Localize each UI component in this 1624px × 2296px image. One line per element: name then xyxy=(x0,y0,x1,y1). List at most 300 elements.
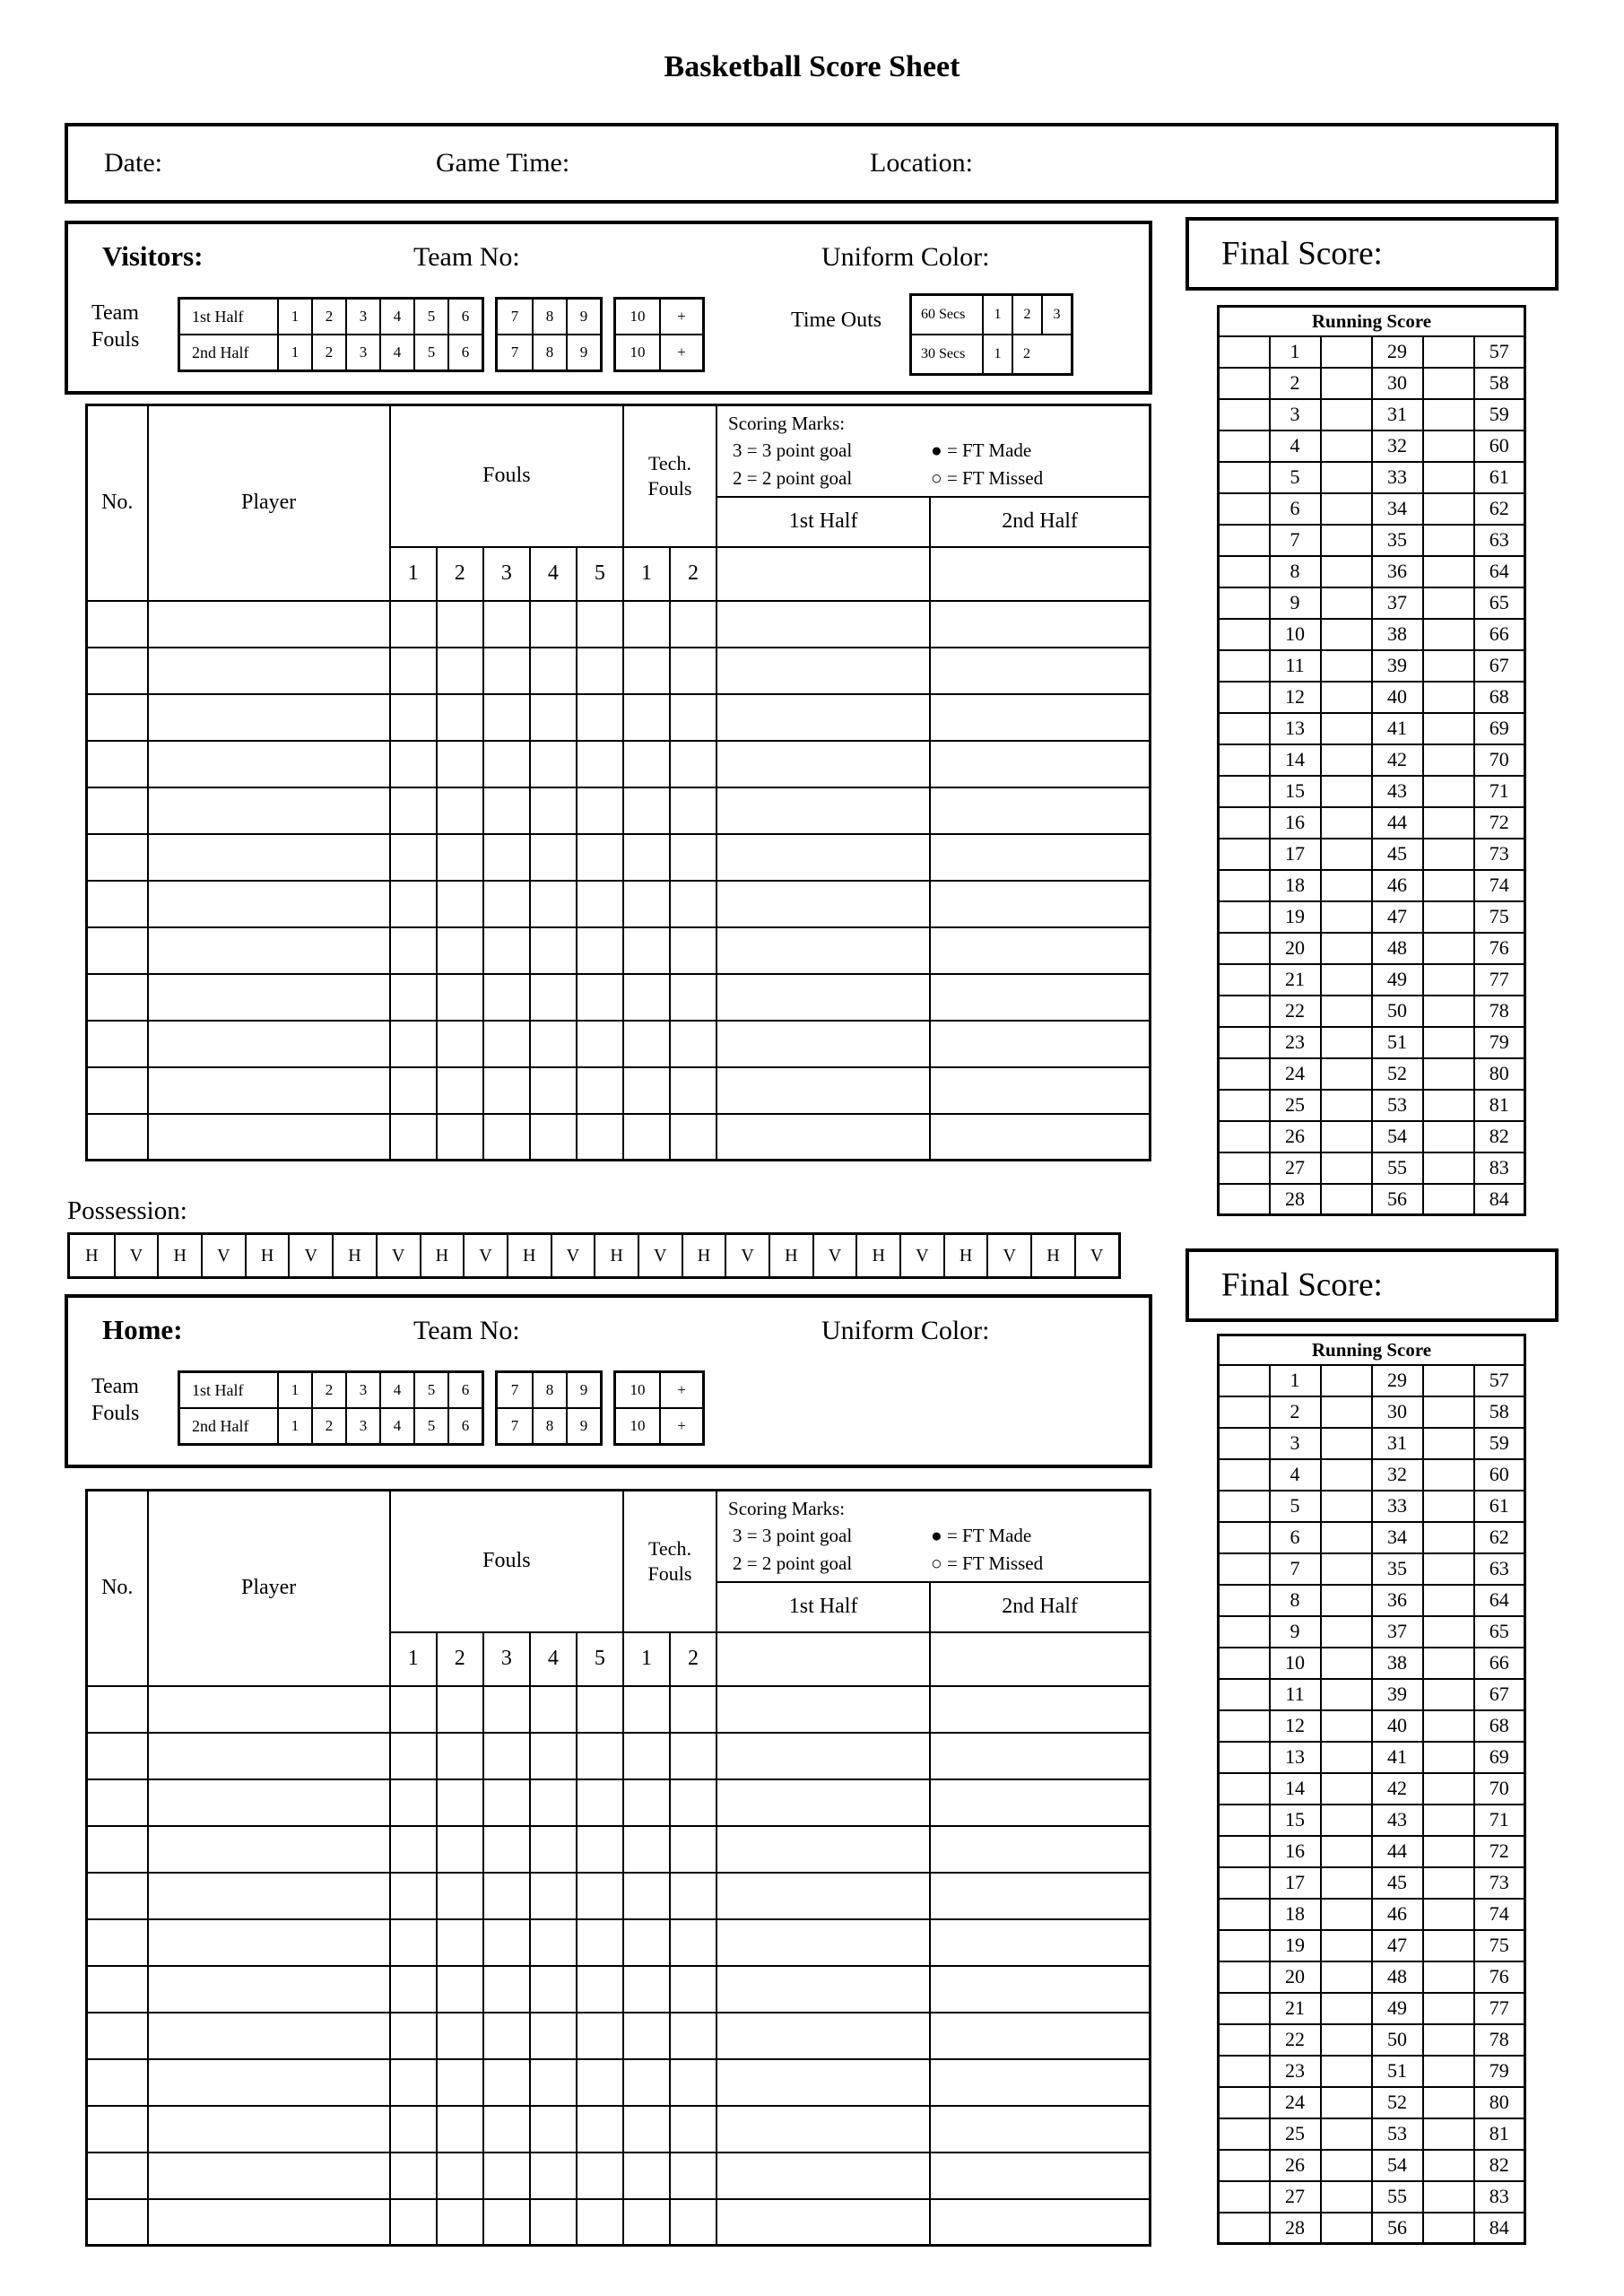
second-half-score-cell[interactable] xyxy=(930,2199,1150,2246)
running-score-mark-cell[interactable] xyxy=(1219,682,1270,713)
running-score-mark-cell[interactable] xyxy=(1219,1553,1270,1585)
running-score-mark-cell[interactable] xyxy=(1423,525,1474,556)
running-score-number-cell[interactable]: 69 xyxy=(1474,1742,1525,1773)
running-score-mark-cell[interactable] xyxy=(1423,1365,1474,1396)
tech-foul-mark-cell[interactable] xyxy=(623,974,670,1021)
running-score-mark-cell[interactable] xyxy=(1219,1648,1270,1679)
running-score-number-cell[interactable]: 50 xyxy=(1372,996,1423,1027)
foul-mark-cell[interactable] xyxy=(390,1114,437,1161)
running-score-number-cell[interactable]: 68 xyxy=(1474,1710,1525,1742)
running-score-number-cell[interactable]: 19 xyxy=(1270,901,1321,933)
first-half-score-cell[interactable] xyxy=(716,1826,930,1873)
running-score-number-cell[interactable]: 12 xyxy=(1270,1710,1321,1742)
running-score-number-cell[interactable]: 67 xyxy=(1474,1679,1525,1710)
running-score-mark-cell[interactable] xyxy=(1219,1899,1270,1930)
running-score-mark-cell[interactable] xyxy=(1219,1961,1270,1993)
foul-mark-cell[interactable] xyxy=(390,1966,437,2013)
running-score-mark-cell[interactable] xyxy=(1219,399,1270,430)
foul-mark-cell[interactable] xyxy=(437,1067,483,1114)
running-score-mark-cell[interactable] xyxy=(1321,1867,1372,1899)
running-score-number-cell[interactable]: 65 xyxy=(1474,587,1525,619)
running-score-mark-cell[interactable] xyxy=(1423,1585,1474,1616)
team-foul-number-cell[interactable]: 3 xyxy=(345,1409,379,1443)
foul-mark-cell[interactable] xyxy=(530,1067,577,1114)
second-half-score-cell[interactable] xyxy=(930,694,1150,741)
first-half-score-cell[interactable] xyxy=(716,648,930,694)
foul-mark-cell[interactable] xyxy=(437,1114,483,1161)
running-score-number-cell[interactable]: 57 xyxy=(1474,336,1525,368)
running-score-number-cell[interactable]: 33 xyxy=(1372,1491,1423,1522)
player-no-cell[interactable] xyxy=(87,741,148,787)
tech-foul-mark-cell[interactable] xyxy=(623,1021,670,1067)
tech-foul-mark-cell[interactable] xyxy=(623,2106,670,2152)
running-score-mark-cell[interactable] xyxy=(1321,1428,1372,1459)
running-score-mark-cell[interactable] xyxy=(1423,462,1474,493)
running-score-number-cell[interactable]: 37 xyxy=(1372,587,1423,619)
running-score-number-cell[interactable]: 4 xyxy=(1270,430,1321,462)
foul-mark-cell[interactable] xyxy=(390,741,437,787)
player-name-cell[interactable] xyxy=(148,1021,390,1067)
running-score-mark-cell[interactable] xyxy=(1321,996,1372,1027)
running-score-number-cell[interactable]: 27 xyxy=(1270,2181,1321,2213)
running-score-mark-cell[interactable] xyxy=(1423,713,1474,744)
running-score-mark-cell[interactable] xyxy=(1321,619,1372,650)
running-score-mark-cell[interactable] xyxy=(1423,587,1474,619)
running-score-number-cell[interactable]: 39 xyxy=(1372,1679,1423,1710)
possession-cell[interactable]: V xyxy=(376,1235,420,1276)
possession-cell[interactable]: H xyxy=(332,1235,376,1276)
running-score-number-cell[interactable]: 10 xyxy=(1270,619,1321,650)
possession-cell[interactable]: H xyxy=(594,1235,638,1276)
running-score-number-cell[interactable]: 8 xyxy=(1270,556,1321,587)
team-foul-number-cell[interactable]: + xyxy=(659,1373,702,1407)
running-score-mark-cell[interactable] xyxy=(1321,399,1372,430)
player-no-cell[interactable] xyxy=(87,1114,148,1161)
running-score-number-cell[interactable]: 73 xyxy=(1474,839,1525,870)
tech-foul-mark-cell[interactable] xyxy=(670,974,716,1021)
player-no-cell[interactable] xyxy=(87,694,148,741)
running-score-mark-cell[interactable] xyxy=(1423,556,1474,587)
running-score-mark-cell[interactable] xyxy=(1321,1553,1372,1585)
running-score-number-cell[interactable]: 20 xyxy=(1270,1961,1321,1993)
second-half-score-cell[interactable] xyxy=(930,1966,1150,2013)
running-score-number-cell[interactable]: 38 xyxy=(1372,619,1423,650)
running-score-mark-cell[interactable] xyxy=(1219,1805,1270,1836)
timeout-cell[interactable]: 2 xyxy=(1012,335,1071,373)
running-score-mark-cell[interactable] xyxy=(1219,996,1270,1027)
running-score-number-cell[interactable]: 5 xyxy=(1270,462,1321,493)
foul-mark-cell[interactable] xyxy=(390,2199,437,2246)
player-no-cell[interactable] xyxy=(87,1919,148,1966)
running-score-number-cell[interactable]: 62 xyxy=(1474,493,1525,525)
running-score-mark-cell[interactable] xyxy=(1219,1710,1270,1742)
running-score-mark-cell[interactable] xyxy=(1321,682,1372,713)
running-score-number-cell[interactable]: 75 xyxy=(1474,1930,1525,1961)
running-score-mark-cell[interactable] xyxy=(1321,1773,1372,1805)
running-score-mark-cell[interactable] xyxy=(1219,933,1270,964)
foul-mark-cell[interactable] xyxy=(577,1114,623,1161)
possession-cell[interactable]: H xyxy=(245,1235,289,1276)
running-score-number-cell[interactable]: 11 xyxy=(1270,650,1321,682)
first-half-score-cell[interactable] xyxy=(716,1021,930,1067)
first-half-score-cell[interactable] xyxy=(716,1779,930,1826)
running-score-mark-cell[interactable] xyxy=(1423,1961,1474,1993)
foul-mark-cell[interactable] xyxy=(390,927,437,974)
running-score-mark-cell[interactable] xyxy=(1219,1867,1270,1899)
running-score-mark-cell[interactable] xyxy=(1423,964,1474,996)
running-score-number-cell[interactable]: 82 xyxy=(1474,1121,1525,1152)
first-half-score-cell[interactable] xyxy=(716,834,930,881)
running-score-number-cell[interactable]: 52 xyxy=(1372,2087,1423,2118)
foul-mark-cell[interactable] xyxy=(483,1779,530,1826)
running-score-number-cell[interactable]: 79 xyxy=(1474,1027,1525,1058)
running-score-number-cell[interactable]: 9 xyxy=(1270,1616,1321,1648)
tech-foul-mark-cell[interactable] xyxy=(623,787,670,834)
foul-mark-cell[interactable] xyxy=(437,2152,483,2199)
running-score-mark-cell[interactable] xyxy=(1219,1616,1270,1648)
running-score-mark-cell[interactable] xyxy=(1321,776,1372,807)
running-score-mark-cell[interactable] xyxy=(1219,1428,1270,1459)
running-score-number-cell[interactable]: 16 xyxy=(1270,807,1321,839)
second-half-score-cell[interactable] xyxy=(930,881,1150,927)
running-score-mark-cell[interactable] xyxy=(1321,1058,1372,1090)
foul-mark-cell[interactable] xyxy=(483,601,530,648)
running-score-number-cell[interactable]: 34 xyxy=(1372,493,1423,525)
team-foul-number-cell[interactable]: 9 xyxy=(566,300,600,334)
running-score-number-cell[interactable]: 76 xyxy=(1474,933,1525,964)
player-no-cell[interactable] xyxy=(87,787,148,834)
running-score-number-cell[interactable]: 34 xyxy=(1372,1522,1423,1553)
player-name-cell[interactable] xyxy=(148,1919,390,1966)
second-half-score-cell[interactable] xyxy=(930,1686,1150,1733)
running-score-number-cell[interactable]: 70 xyxy=(1474,1773,1525,1805)
foul-mark-cell[interactable] xyxy=(530,741,577,787)
foul-mark-cell[interactable] xyxy=(530,974,577,1021)
first-half-score-cell[interactable] xyxy=(716,1686,930,1733)
running-score-mark-cell[interactable] xyxy=(1423,2024,1474,2056)
foul-mark-cell[interactable] xyxy=(483,2059,530,2106)
player-name-cell[interactable] xyxy=(148,741,390,787)
tech-foul-mark-cell[interactable] xyxy=(670,601,716,648)
foul-mark-cell[interactable] xyxy=(483,787,530,834)
team-foul-number-cell[interactable]: + xyxy=(659,1409,702,1443)
running-score-number-cell[interactable]: 31 xyxy=(1372,399,1423,430)
running-score-number-cell[interactable]: 9 xyxy=(1270,587,1321,619)
running-score-number-cell[interactable]: 44 xyxy=(1372,807,1423,839)
running-score-number-cell[interactable]: 36 xyxy=(1372,1585,1423,1616)
foul-mark-cell[interactable] xyxy=(483,1919,530,1966)
running-score-number-cell[interactable]: 55 xyxy=(1372,1152,1423,1184)
second-half-score-cell[interactable] xyxy=(930,787,1150,834)
foul-mark-cell[interactable] xyxy=(437,2059,483,2106)
tech-foul-mark-cell[interactable] xyxy=(670,2199,716,2246)
team-foul-number-cell[interactable]: 2 xyxy=(311,300,345,334)
possession-cell[interactable]: H xyxy=(507,1235,551,1276)
running-score-mark-cell[interactable] xyxy=(1219,1522,1270,1553)
player-name-cell[interactable] xyxy=(148,2199,390,2246)
foul-mark-cell[interactable] xyxy=(530,1686,577,1733)
tech-foul-mark-cell[interactable] xyxy=(623,2059,670,2106)
running-score-mark-cell[interactable] xyxy=(1321,1742,1372,1773)
running-score-mark-cell[interactable] xyxy=(1423,1616,1474,1648)
first-half-score-cell[interactable] xyxy=(716,1873,930,1919)
running-score-number-cell[interactable]: 77 xyxy=(1474,964,1525,996)
running-score-number-cell[interactable]: 32 xyxy=(1372,430,1423,462)
running-score-mark-cell[interactable] xyxy=(1321,901,1372,933)
running-score-number-cell[interactable]: 24 xyxy=(1270,2087,1321,2118)
running-score-number-cell[interactable]: 58 xyxy=(1474,1396,1525,1428)
possession-cell[interactable]: H xyxy=(420,1235,464,1276)
running-score-number-cell[interactable]: 18 xyxy=(1270,1899,1321,1930)
running-score-number-cell[interactable]: 28 xyxy=(1270,2213,1321,2244)
tech-foul-mark-cell[interactable] xyxy=(670,2013,716,2059)
foul-mark-cell[interactable] xyxy=(577,2059,623,2106)
running-score-number-cell[interactable]: 52 xyxy=(1372,1058,1423,1090)
tech-foul-mark-cell[interactable] xyxy=(670,1686,716,1733)
running-score-mark-cell[interactable] xyxy=(1423,933,1474,964)
foul-mark-cell[interactable] xyxy=(483,1873,530,1919)
running-score-mark-cell[interactable] xyxy=(1321,744,1372,776)
running-score-number-cell[interactable]: 47 xyxy=(1372,901,1423,933)
running-score-number-cell[interactable]: 5 xyxy=(1270,1491,1321,1522)
team-foul-number-cell[interactable]: 1 xyxy=(277,335,311,370)
running-score-mark-cell[interactable] xyxy=(1321,1899,1372,1930)
running-score-mark-cell[interactable] xyxy=(1219,839,1270,870)
foul-mark-cell[interactable] xyxy=(483,2106,530,2152)
running-score-mark-cell[interactable] xyxy=(1423,1491,1474,1522)
running-score-mark-cell[interactable] xyxy=(1321,1090,1372,1121)
team-foul-number-cell[interactable]: + xyxy=(659,300,702,334)
running-score-mark-cell[interactable] xyxy=(1219,807,1270,839)
player-name-cell[interactable] xyxy=(148,1686,390,1733)
running-score-mark-cell[interactable] xyxy=(1423,996,1474,1027)
running-score-number-cell[interactable]: 53 xyxy=(1372,2118,1423,2150)
possession-cell[interactable]: V xyxy=(201,1235,245,1276)
tech-foul-mark-cell[interactable] xyxy=(623,601,670,648)
player-name-cell[interactable] xyxy=(148,601,390,648)
second-half-score-cell[interactable] xyxy=(930,601,1150,648)
foul-mark-cell[interactable] xyxy=(437,1919,483,1966)
first-half-score-cell[interactable] xyxy=(716,1067,930,1114)
player-no-cell[interactable] xyxy=(87,2013,148,2059)
running-score-number-cell[interactable]: 82 xyxy=(1474,2150,1525,2181)
running-score-mark-cell[interactable] xyxy=(1423,2181,1474,2213)
team-foul-number-cell[interactable]: 6 xyxy=(447,1409,482,1443)
running-score-mark-cell[interactable] xyxy=(1423,368,1474,399)
player-name-cell[interactable] xyxy=(148,1966,390,2013)
running-score-number-cell[interactable]: 2 xyxy=(1270,1396,1321,1428)
team-foul-number-cell[interactable]: 10 xyxy=(630,344,646,361)
tech-foul-mark-cell[interactable] xyxy=(670,1114,716,1161)
player-no-cell[interactable] xyxy=(87,1686,148,1733)
running-score-number-cell[interactable]: 49 xyxy=(1372,1993,1423,2024)
tech-foul-mark-cell[interactable] xyxy=(670,648,716,694)
foul-mark-cell[interactable] xyxy=(483,694,530,741)
running-score-number-cell[interactable]: 81 xyxy=(1474,2118,1525,2150)
running-score-mark-cell[interactable] xyxy=(1423,1121,1474,1152)
running-score-number-cell[interactable]: 14 xyxy=(1270,1773,1321,1805)
foul-mark-cell[interactable] xyxy=(437,1966,483,2013)
foul-mark-cell[interactable] xyxy=(390,1686,437,1733)
team-foul-number-cell[interactable]: 10 xyxy=(630,308,646,325)
running-score-mark-cell[interactable] xyxy=(1321,336,1372,368)
player-name-cell[interactable] xyxy=(148,1733,390,1779)
running-score-mark-cell[interactable] xyxy=(1321,368,1372,399)
running-score-number-cell[interactable]: 15 xyxy=(1270,1805,1321,1836)
team-foul-number-cell[interactable]: 4 xyxy=(379,335,413,370)
running-score-mark-cell[interactable] xyxy=(1321,2118,1372,2150)
tech-foul-mark-cell[interactable] xyxy=(623,1686,670,1733)
player-name-cell[interactable] xyxy=(148,787,390,834)
tech-foul-mark-cell[interactable] xyxy=(623,741,670,787)
foul-mark-cell[interactable] xyxy=(437,741,483,787)
foul-mark-cell[interactable] xyxy=(530,1114,577,1161)
team-foul-number-cell[interactable]: 10 xyxy=(630,1381,646,1398)
running-score-mark-cell[interactable] xyxy=(1423,682,1474,713)
player-name-cell[interactable] xyxy=(148,1826,390,1873)
team-foul-number-cell[interactable]: 8 xyxy=(532,1373,566,1407)
running-score-mark-cell[interactable] xyxy=(1219,1058,1270,1090)
running-score-mark-cell[interactable] xyxy=(1219,462,1270,493)
foul-mark-cell[interactable] xyxy=(437,834,483,881)
running-score-number-cell[interactable]: 72 xyxy=(1474,1836,1525,1867)
running-score-number-cell[interactable]: 3 xyxy=(1270,1428,1321,1459)
running-score-number-cell[interactable]: 48 xyxy=(1372,1961,1423,1993)
running-score-number-cell[interactable]: 29 xyxy=(1372,1365,1423,1396)
second-half-score-cell[interactable] xyxy=(930,2152,1150,2199)
running-score-number-cell[interactable]: 72 xyxy=(1474,807,1525,839)
team-foul-number-cell[interactable]: 6 xyxy=(447,300,482,334)
running-score-mark-cell[interactable] xyxy=(1219,901,1270,933)
foul-mark-cell[interactable] xyxy=(483,1686,530,1733)
running-score-number-cell[interactable]: 1 xyxy=(1270,1365,1321,1396)
player-no-cell[interactable] xyxy=(87,2199,148,2246)
running-score-mark-cell[interactable] xyxy=(1321,2024,1372,2056)
foul-mark-cell[interactable] xyxy=(390,601,437,648)
possession-cell[interactable]: H xyxy=(682,1235,725,1276)
running-score-number-cell[interactable]: 59 xyxy=(1474,399,1525,430)
tech-foul-mark-cell[interactable] xyxy=(670,2152,716,2199)
foul-mark-cell[interactable] xyxy=(437,974,483,1021)
tech-foul-mark-cell[interactable] xyxy=(623,2152,670,2199)
possession-cell[interactable]: V xyxy=(899,1235,943,1276)
team-foul-number-cell[interactable]: 4 xyxy=(379,1409,413,1443)
running-score-mark-cell[interactable] xyxy=(1423,1553,1474,1585)
tech-foul-mark-cell[interactable] xyxy=(623,1966,670,2013)
foul-mark-cell[interactable] xyxy=(483,2199,530,2246)
running-score-mark-cell[interactable] xyxy=(1423,807,1474,839)
first-half-score-cell[interactable] xyxy=(716,974,930,1021)
possession-cell[interactable]: V xyxy=(986,1235,1030,1276)
foul-mark-cell[interactable] xyxy=(483,648,530,694)
running-score-number-cell[interactable]: 23 xyxy=(1270,2056,1321,2087)
running-score-mark-cell[interactable] xyxy=(1219,2181,1270,2213)
foul-mark-cell[interactable] xyxy=(577,648,623,694)
running-score-number-cell[interactable]: 56 xyxy=(1372,2213,1423,2244)
team-foul-number-cell[interactable]: + xyxy=(659,335,702,370)
first-half-score-cell[interactable] xyxy=(716,2013,930,2059)
player-name-cell[interactable] xyxy=(148,694,390,741)
running-score-number-cell[interactable]: 6 xyxy=(1270,1522,1321,1553)
tech-foul-mark-cell[interactable] xyxy=(670,1021,716,1067)
running-score-mark-cell[interactable] xyxy=(1423,1993,1474,2024)
tech-foul-mark-cell[interactable] xyxy=(623,881,670,927)
first-half-score-cell[interactable] xyxy=(716,741,930,787)
second-half-score-cell[interactable] xyxy=(930,648,1150,694)
foul-mark-cell[interactable] xyxy=(577,2152,623,2199)
running-score-mark-cell[interactable] xyxy=(1321,933,1372,964)
running-score-number-cell[interactable]: 7 xyxy=(1270,525,1321,556)
second-half-score-cell[interactable] xyxy=(930,1779,1150,1826)
team-foul-number-cell[interactable]: 9 xyxy=(566,1409,600,1443)
player-no-cell[interactable] xyxy=(87,1067,148,1114)
running-score-mark-cell[interactable] xyxy=(1219,1491,1270,1522)
player-name-cell[interactable] xyxy=(148,1114,390,1161)
player-name-cell[interactable] xyxy=(148,2059,390,2106)
running-score-number-cell[interactable]: 18 xyxy=(1270,870,1321,901)
foul-mark-cell[interactable] xyxy=(437,1779,483,1826)
running-score-number-cell[interactable]: 48 xyxy=(1372,933,1423,964)
running-score-mark-cell[interactable] xyxy=(1219,776,1270,807)
running-score-mark-cell[interactable] xyxy=(1423,870,1474,901)
running-score-number-cell[interactable]: 53 xyxy=(1372,1090,1423,1121)
team-foul-number-cell[interactable]: 1 xyxy=(277,1409,311,1443)
running-score-mark-cell[interactable] xyxy=(1423,1773,1474,1805)
foul-mark-cell[interactable] xyxy=(390,1826,437,1873)
running-score-mark-cell[interactable] xyxy=(1321,1184,1372,1215)
running-score-mark-cell[interactable] xyxy=(1219,1679,1270,1710)
foul-mark-cell[interactable] xyxy=(577,1966,623,2013)
player-no-cell[interactable] xyxy=(87,1873,148,1919)
running-score-number-cell[interactable]: 19 xyxy=(1270,1930,1321,1961)
team-foul-number-cell[interactable]: 6 xyxy=(447,335,482,370)
running-score-number-cell[interactable]: 49 xyxy=(1372,964,1423,996)
team-foul-number-cell[interactable]: 5 xyxy=(413,1373,447,1407)
player-name-cell[interactable] xyxy=(148,1779,390,1826)
running-score-number-cell[interactable]: 41 xyxy=(1372,713,1423,744)
second-half-score-cell[interactable] xyxy=(930,2013,1150,2059)
first-half-score-cell[interactable] xyxy=(716,927,930,974)
running-score-number-cell[interactable]: 83 xyxy=(1474,2181,1525,2213)
team-foul-number-cell[interactable]: 5 xyxy=(413,335,447,370)
possession-cell[interactable]: V xyxy=(1074,1235,1118,1276)
team-foul-number-cell[interactable]: 9 xyxy=(566,1373,600,1407)
second-half-score-cell[interactable] xyxy=(930,927,1150,974)
running-score-mark-cell[interactable] xyxy=(1321,1522,1372,1553)
foul-mark-cell[interactable] xyxy=(530,1966,577,2013)
running-score-number-cell[interactable]: 42 xyxy=(1372,1773,1423,1805)
foul-mark-cell[interactable] xyxy=(390,881,437,927)
team-foul-number-cell[interactable]: 8 xyxy=(532,300,566,334)
running-score-number-cell[interactable]: 16 xyxy=(1270,1836,1321,1867)
foul-mark-cell[interactable] xyxy=(437,881,483,927)
first-half-score-cell[interactable] xyxy=(716,1966,930,2013)
running-score-number-cell[interactable]: 21 xyxy=(1270,964,1321,996)
running-score-mark-cell[interactable] xyxy=(1423,1710,1474,1742)
running-score-number-cell[interactable]: 2 xyxy=(1270,368,1321,399)
running-score-mark-cell[interactable] xyxy=(1321,2056,1372,2087)
team-foul-number-cell[interactable]: 7 xyxy=(510,308,519,325)
running-score-number-cell[interactable]: 60 xyxy=(1474,1459,1525,1491)
foul-mark-cell[interactable] xyxy=(390,1733,437,1779)
running-score-mark-cell[interactable] xyxy=(1423,650,1474,682)
running-score-number-cell[interactable]: 74 xyxy=(1474,870,1525,901)
tech-foul-mark-cell[interactable] xyxy=(623,927,670,974)
tech-foul-mark-cell[interactable] xyxy=(670,1826,716,1873)
second-half-score-cell[interactable] xyxy=(930,1114,1150,1161)
foul-mark-cell[interactable] xyxy=(390,1021,437,1067)
running-score-number-cell[interactable]: 40 xyxy=(1372,1710,1423,1742)
